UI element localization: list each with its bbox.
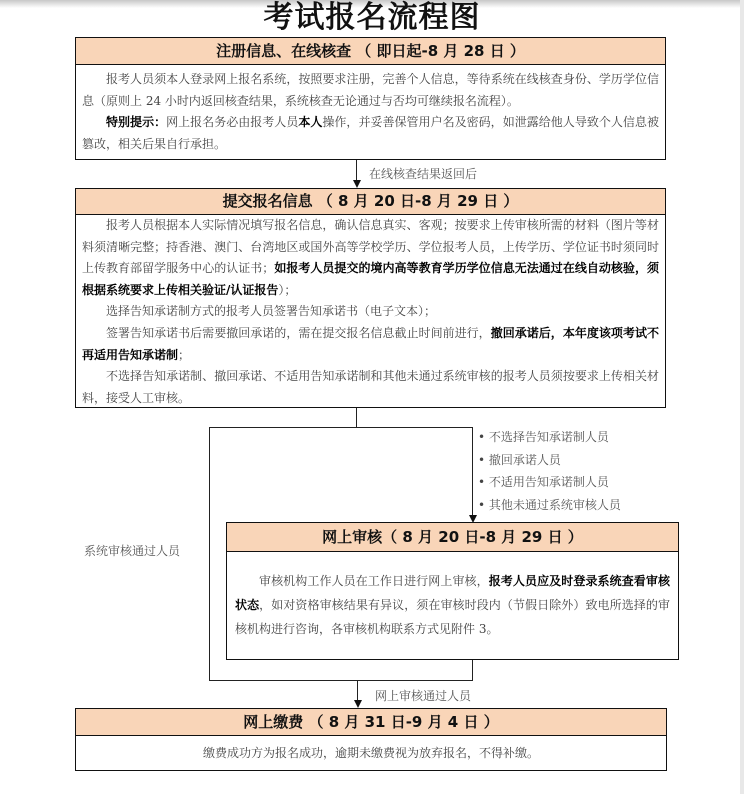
connector-line [357, 680, 358, 702]
step-submit-body [76, 215, 665, 409]
connector-line [209, 427, 473, 428]
connector-line [472, 427, 473, 517]
submit-paragraph-4: 不选择告知承诺制、撤回承诺、不适用告知承诺制和其他未通过系统审核的报考人员须按要求上传相关材料，接受人工审核。 [82, 369, 659, 405]
arrow-down-icon [354, 700, 362, 708]
connector-label-after-check: 在线核查结果返回后 [369, 167, 478, 181]
step-register-header: 注册信息、在线核查 （ 即日起-8 月 28 日 ） [76, 38, 665, 65]
step-review-header: 网上审核（ 8 月 20 日-8 月 29 日 ） [227, 523, 678, 552]
scrollbar-edge [740, 0, 744, 794]
step-review-body [227, 552, 678, 641]
step-payment-header: 网上缴费 （ 8 月 31 日-9 月 4 日 ） [76, 709, 666, 736]
step-payment-body: 缴费成功方为报名成功，逾期未缴费视为放弃报名，不得补缴。 [202, 746, 539, 760]
connector-label-review-passed: 网上审核通过人员 [375, 689, 472, 703]
step-submit-box [75, 188, 666, 408]
list-item: • 不适用告知承诺制人员 [478, 471, 621, 494]
connector-line [356, 160, 357, 182]
manual-review-groups-list [478, 426, 621, 516]
special-notice-label: 特别提示： [106, 115, 167, 130]
step-payment-box [75, 708, 667, 771]
connector-label-system-passed: 系统审核通过人员 [84, 544, 181, 558]
step-submit-header: 提交报名信息 （ 8 月 20 日-8 月 29 日 ） [76, 189, 665, 215]
register-paragraph-2: 特别提示：网上报名务必由报考人员本人操作，并妥善保管用户名及密码，如泄露给他人导致个人信息被篡改，相关后果自行承担。 [82, 115, 659, 151]
list-item: • 不选择告知承诺制人员 [478, 426, 621, 449]
page-title: 考试报名流程图 [263, 0, 481, 35]
connector-line [209, 680, 473, 681]
submit-paragraph-1: 报考人员根据本人实际情况填写报名信息，确认信息真实、客观；按要求上传审核所需的材料（图片等材料须清晰完整；持香港、澳门、台湾地区或国外高等学校学历、学位报考人员，上传学历、学位证书时须同时上传教育部留学服务中心的认证书；如报考人员提交的境内高等教育学历学位信息无法通过在线自动核验，须根据系统要求上传相关验证/认证报告）； [82, 218, 659, 297]
register-paragraph-1: 报考人员须本人登录网上报名系统，按照要求注册，完善个人信息，等待系统在线核查身份、学历学位信息（原则上 24 小时内返回核查结果，系统核查无论通过与否均可继续报名流程）。 [82, 72, 659, 108]
arrow-down-icon [353, 180, 361, 188]
submit-paragraph-2: 选择告知承诺制方式的报考人员签署告知承诺书（电子文本）； [106, 304, 437, 319]
list-item: • 撤回承诺人员 [478, 449, 621, 472]
submit-paragraph-3: 签署告知承诺书后需要撤回承诺的，需在提交报名信息截止时间前进行，撤回承诺后，本年度该项考试不再适用告知承诺制； [82, 325, 659, 362]
step-register-box [75, 37, 666, 160]
step-register-body [76, 65, 665, 155]
connector-line [472, 660, 473, 680]
step-review-box [226, 522, 679, 660]
list-item: • 其他未通过系统审核人员 [478, 494, 621, 517]
connector-line [209, 427, 210, 680]
review-paragraph-1: 审核机构工作人员在工作日进行网上审核，报考人员应及时登录系统查看审核状态，如对资格审核结果有异议，须在审核时段内（节假日除外）致电所选择的审核机构进行咨询，各审核机构联系方式见附件 3。 [235, 574, 670, 636]
connector-line [356, 408, 357, 428]
